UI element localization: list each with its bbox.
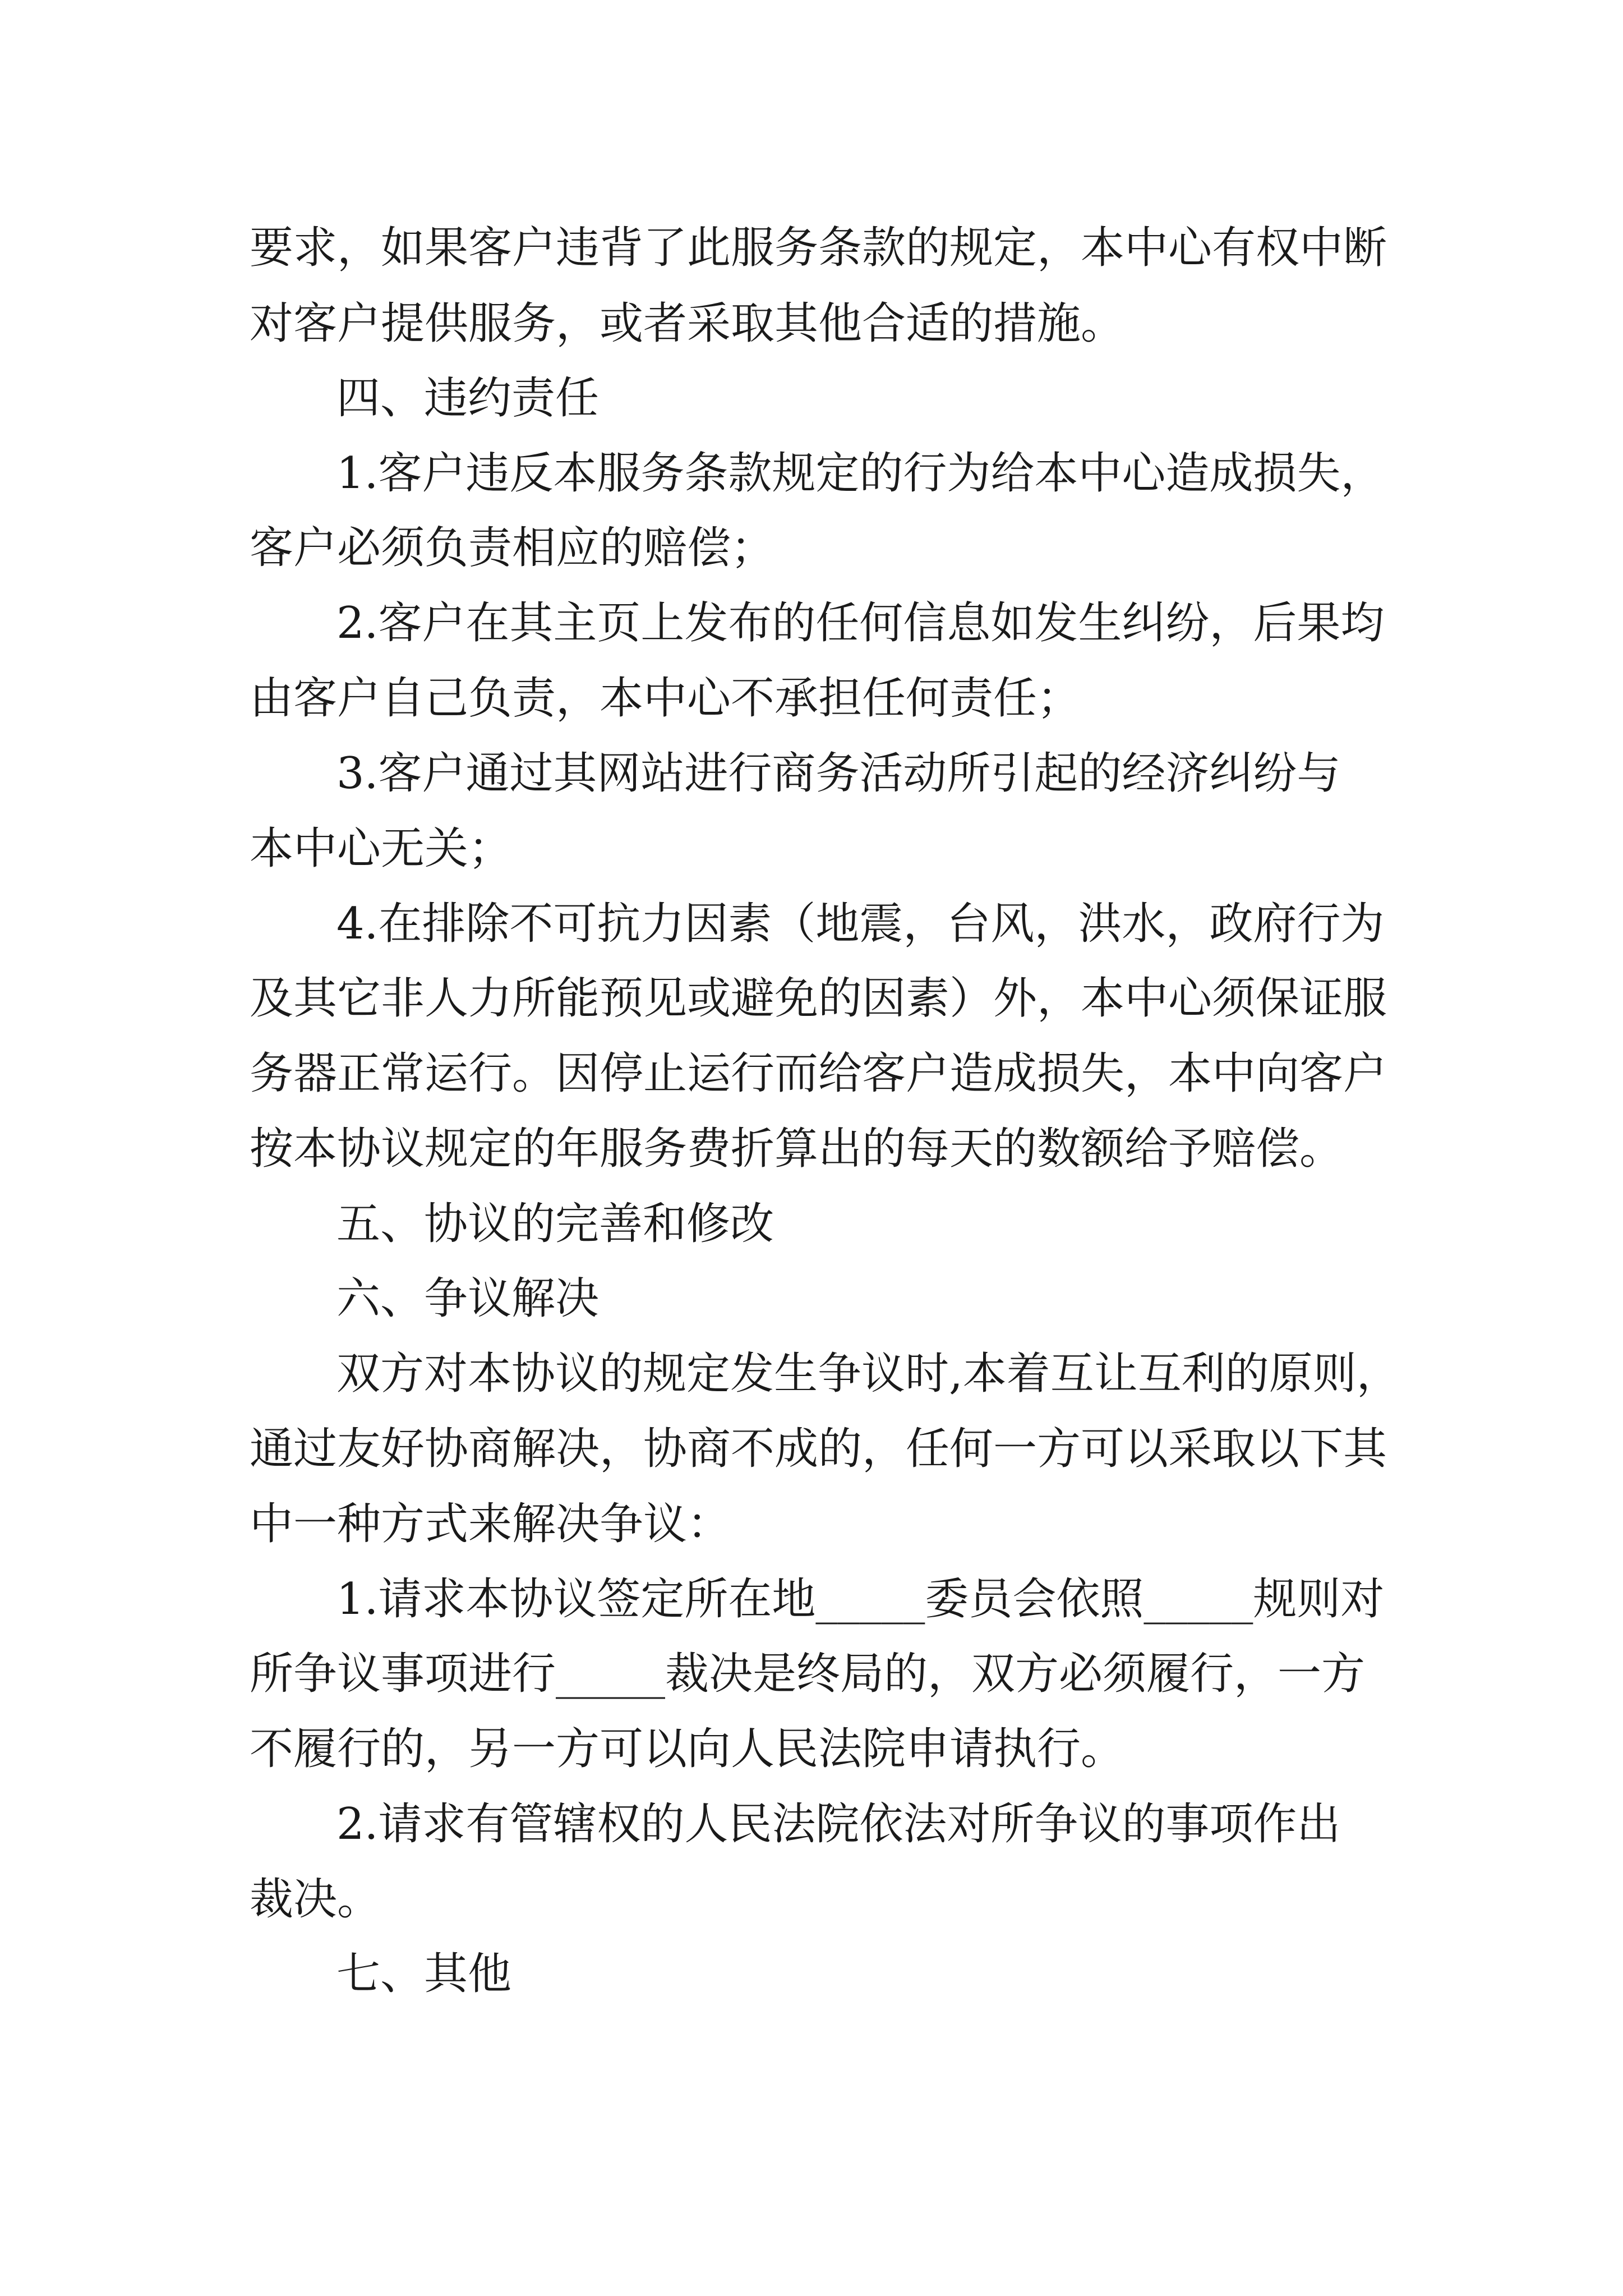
clause-line: 3.客户通过其网站进行商务活动所引起的经济纠纷与 [336,748,1341,799]
paragraph-line: 要求，如果客户违背了此服务条款的规定，本中心有权中断 [250,223,1387,273]
paragraph-line: 本中心无关； [250,823,513,874]
paragraph-line: 裁决。 [250,1874,381,1925]
clause-line: 4.在排除不可抗力因素（地震，台风，洪水，政府行为 [336,899,1385,949]
paragraph-line: 通过友好协商解决，协商不成的，任何一方可以采取以下其 [250,1424,1387,1474]
paragraph-line: 及其它非人力所能预见或避免的因素）外，本中心须保证服 [250,973,1387,1024]
paragraph-line: 由客户自己负责，本中心不承担任何责任； [250,673,1081,724]
paragraph-line: 务器正常运行。因停止运行而给客户造成损失，本中向客户 [250,1048,1387,1099]
section-heading: 四、违约责任 [336,373,600,424]
section-heading: 五、协议的完善和修改 [336,1199,774,1249]
paragraph-line: 客户必须负责相应的赔偿； [250,523,775,573]
paragraph-line: 中一种方式来解决争议： [250,1499,731,1549]
clause-line: 1.请求本协议签定所在地_____委员会依照_____规则对 [336,1574,1385,1625]
paragraph-line: 对客户提供服务，或者采取其他合适的措施。 [250,298,1125,349]
clause-line: 双方对本协议的规定发生争议时,本着互让互利的原则， [336,1349,1400,1399]
clause-line: 1.客户违反本服务条款规定的行为给本中心造成损失， [336,448,1385,499]
paragraph-line: 不履行的，另一方可以向人民法院申请执行。 [250,1724,1125,1774]
section-heading: 七、其他 [336,1949,512,1999]
clause-line: 2.客户在其主页上发布的任何信息如发生纠纷，后果均 [336,598,1385,648]
paragraph-line: 所争议事项进行_____裁决是终局的，双方必须履行，一方 [250,1649,1366,1699]
clause-line: 2.请求有管辖权的人民法院依法对所争议的事项作出 [336,1799,1341,1849]
section-heading: 六、争议解决 [336,1273,600,1324]
paragraph-line: 按本协议规定的年服务费折算出的每天的数额给予赔偿。 [250,1124,1344,1174]
